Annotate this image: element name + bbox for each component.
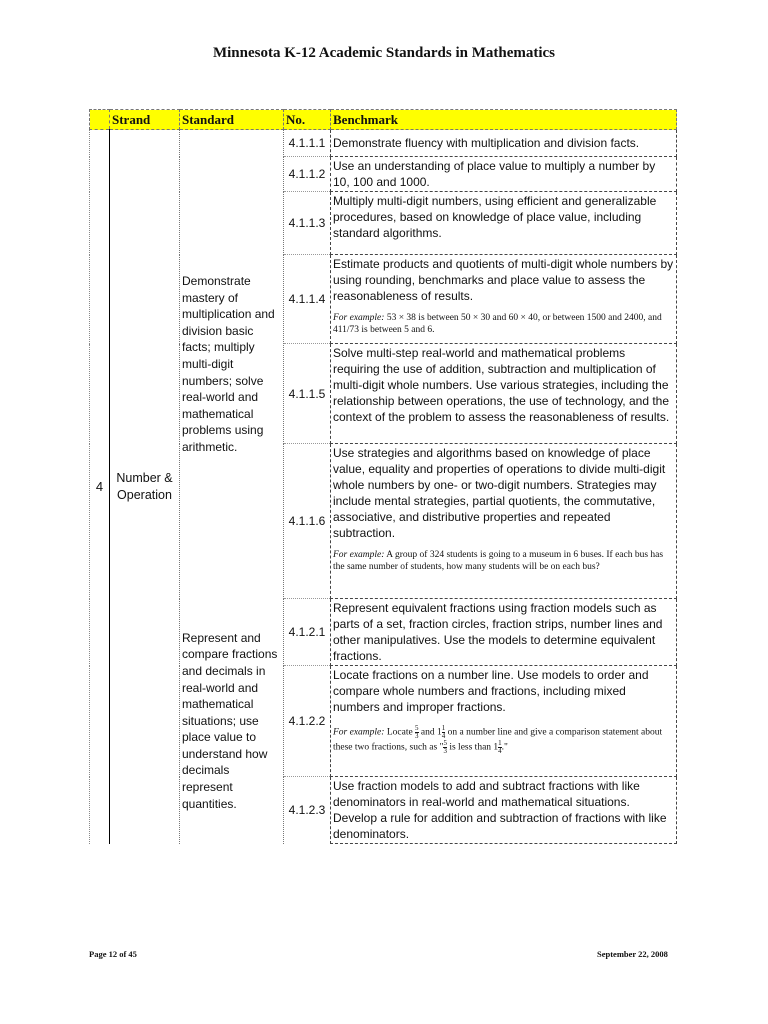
benchmark-text: Use fraction models to add and subtract fractions with like denominators in real-world and mathematical situations. Develop a rule for addition and subtraction of fractions with like denominators. bbox=[331, 777, 677, 844]
example-text: ." bbox=[501, 742, 508, 753]
benchmark-example bbox=[333, 725, 674, 755]
table-row bbox=[90, 130, 677, 157]
benchmark-text: Locate fractions on a number line. Use models to order and compare whole numbers and fractions, including mixed numbers and improper fractions. bbox=[333, 668, 649, 714]
table-header-row bbox=[90, 110, 677, 130]
benchmark-number: 4.1.2.3 bbox=[284, 777, 331, 844]
benchmark-number: 4.1.1.3 bbox=[284, 192, 331, 255]
example-text: Locate bbox=[384, 727, 416, 738]
fraction-numerator: 5 bbox=[443, 739, 447, 747]
example-text: and 1 bbox=[418, 727, 442, 738]
example-label: For example: bbox=[333, 313, 385, 323]
benchmark-text: Represent equivalent fractions using fraction models such as parts of a set, fraction circles, fraction strips, number lines and other manipulatives. Use the models to determine equivalent fractions. bbox=[331, 599, 677, 666]
benchmark-text: Estimate products and quotients of multi-digit whole numbers by using rounding, benchmarks and place value to assess the reasonableness of results. bbox=[333, 257, 674, 303]
benchmark-number: 4.1.2.2 bbox=[284, 666, 331, 777]
header-standard: Standard bbox=[180, 110, 284, 130]
fraction-numerator: 1 bbox=[441, 724, 446, 732]
header-benchmark: Benchmark bbox=[331, 110, 677, 130]
header-grade-cell bbox=[90, 110, 110, 130]
fraction-denominator: 3 bbox=[443, 747, 447, 755]
document-date: September 22, 2008 bbox=[597, 949, 668, 959]
benchmark-number: 4.1.1.6 bbox=[284, 444, 331, 599]
benchmark-example bbox=[333, 549, 674, 573]
standard-cell: Represent and compare fractions and decimals in real-world and mathematical situations; use place value to understand how decimals represent quantities. bbox=[180, 599, 284, 844]
grade-cell: 4 bbox=[90, 130, 110, 844]
benchmark-text: Solve multi-step real-world and mathematical problems requiring the use of addition, subtraction and multiplication of multi-digit whole numbers. Use various strategies, including the relationship between operations, the use of technology, and the context of the problem to assess the reasonableness of results. bbox=[331, 344, 677, 444]
benchmark-example bbox=[333, 312, 674, 336]
benchmark-text: Multiply multi-digit numbers, using efficient and generalizable procedures, based on knowledge of place value, including standard algorithms. bbox=[331, 192, 677, 255]
strand-cell: Number & Operation bbox=[110, 130, 180, 844]
benchmark-number: 4.1.1.5 bbox=[284, 344, 331, 444]
benchmark-number: 4.1.1.1 bbox=[284, 130, 331, 157]
page-number: Page 12 of 45 bbox=[89, 949, 137, 959]
standard-cell: Demonstrate mastery of multiplication and division basic facts; multiply multi-digit numbers; solve real-world and mathematical problems using arithmetic. bbox=[180, 130, 284, 599]
fraction-numerator: 5 bbox=[415, 724, 419, 732]
benchmark-text: Demonstrate fluency with multiplication and division facts. bbox=[331, 130, 677, 157]
benchmark-number: 4.1.1.4 bbox=[284, 255, 331, 344]
fraction-denominator: 4 bbox=[441, 732, 446, 740]
header-strand: Strand bbox=[110, 110, 180, 130]
example-text: on a number line and give a comparison statement about these two fractions, such as " bbox=[333, 727, 663, 753]
example-label: For example: bbox=[333, 727, 385, 738]
example-text: A group of 324 students is going to a museum in 6 buses. If each bus has the same number of students, how many students will be on each bus? bbox=[333, 550, 664, 572]
benchmark-cell bbox=[331, 666, 677, 777]
benchmark-text: Use strategies and algorithms based on knowledge of place value, equality and properties of operations to divide multi-digit whole numbers by one- or two-digit numbers. Strategies may include mental strategies, partial quotients, the commutative, associative, and distributive properties and repeated subtraction. bbox=[333, 446, 666, 540]
example-text: 53 × 38 is between 50 × 30 and 60 × 40, or between 1500 and 2400, and 411/73 is between 5 and 6. bbox=[333, 313, 662, 335]
example-text: is less than 1 bbox=[446, 742, 499, 753]
header-no: No. bbox=[284, 110, 331, 130]
fraction-numerator: 1 bbox=[498, 739, 502, 747]
benchmark-number: 4.1.2.1 bbox=[284, 599, 331, 666]
benchmark-text: Use an understanding of place value to multiply a number by 10, 100 and 1000. bbox=[331, 157, 677, 192]
benchmark-cell bbox=[331, 255, 677, 344]
page-title: Minnesota K-12 Academic Standards in Mathematics bbox=[212, 45, 556, 61]
standards-table bbox=[89, 109, 677, 844]
benchmark-cell bbox=[331, 444, 677, 599]
fraction-denominator: 4 bbox=[498, 747, 502, 755]
fraction-denominator: 3 bbox=[415, 732, 419, 740]
example-label: For example: bbox=[333, 550, 385, 560]
benchmark-number: 4.1.1.2 bbox=[284, 157, 331, 192]
